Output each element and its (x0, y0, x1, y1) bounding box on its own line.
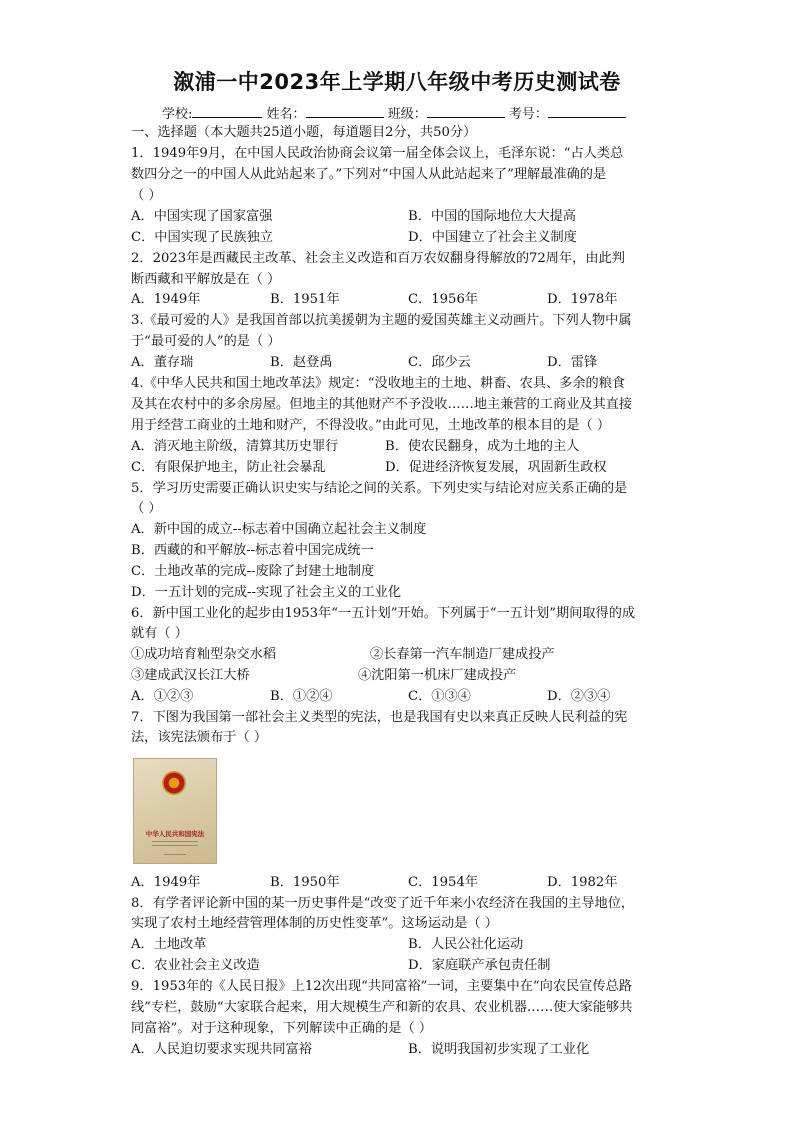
q2-option-c[interactable]: C．1956年 (408, 292, 479, 307)
question-9-stem-line: 同富裕”。对于这种现象，下列解读中正确的是（ ） (131, 1021, 433, 1036)
q1-option-c[interactable]: C．中国实现了民族独立 (131, 230, 273, 245)
question-8-stem-line: 8．有学者评论新中国的某一历史事件是“改变了近千年来小农经济在我国的主导地位， (131, 896, 635, 911)
q6-item-4: ④沈阳第一机床厂建成投产 (358, 668, 517, 683)
q8-option-a[interactable]: A．土地改革 (131, 937, 207, 952)
q2-option-d[interactable]: D．1978年 (547, 292, 618, 307)
name-label: 姓名： (266, 107, 306, 122)
q6-item-2: ②长春第一汽车制造厂建成投产 (370, 647, 555, 662)
q5-option-c[interactable]: C．土地改革的完成--废除了封建土地制度 (131, 564, 375, 579)
q5-option-b[interactable]: B．西藏的和平解放--标志着中国完成统一 (131, 543, 374, 558)
q5-option-d[interactable]: D．一五计划的完成--实现了社会主义的工业化 (131, 585, 402, 600)
q3-option-a[interactable]: A．董存瑞 (131, 355, 194, 370)
school-blank[interactable] (192, 104, 262, 118)
question-5-stem-line: 5．学习历史需要正确认识史实与结论之间的关系。下列史实与结论对应关系正确的是 (131, 481, 628, 496)
question-4-stem-line: 用于经营工商业的土地和财产，不得没收。”由此可见，土地改革的根本目的是（ ） (131, 418, 611, 433)
cover-text-line (152, 841, 198, 842)
constitution-cover-title: 中华人民共和国宪法 (145, 830, 205, 838)
cover-text-line (152, 845, 198, 846)
section-heading: 一、选择题（本大题共25道小题，每道题目2分，共50分） (131, 125, 477, 140)
q3-option-b[interactable]: B．赵登禹 (270, 355, 333, 370)
q4-option-a[interactable]: A．消灭地主阶级，清算其历史罪行 (131, 439, 339, 454)
question-4-stem-line: 及其在农村中的多余房屋。但地主的其他财产不予没收……地主兼营的工商业及其直接 (131, 397, 633, 412)
school-label: 学校: (162, 107, 193, 122)
q2-option-a[interactable]: A．1949年 (131, 292, 201, 307)
question-7-stem-line: 法，该宪法颁布于（ ） (131, 730, 268, 745)
q3-option-d[interactable]: D．雷锋 (547, 355, 598, 370)
q6-option-d[interactable]: D．②③④ (547, 689, 611, 704)
constitution-cover-image (133, 758, 217, 864)
question-1-stem-line: （ ） (131, 188, 162, 203)
q1-option-a[interactable]: A．中国实现了国家富强 (131, 209, 273, 224)
q6-option-c[interactable]: C．①③④ (408, 689, 471, 704)
question-6-stem-line: 就有（ ） (131, 626, 188, 641)
question-1-stem-line: 数四分之一的中国人从此站起来了。”下列对“中国人从此站起来了”理解最准确的是 (131, 167, 607, 182)
q7-option-d[interactable]: D．1982年 (547, 875, 618, 890)
question-3-stem-line: 3.《最可爱的人》是我国首部以抗美援朝为主题的爱国英雄主义动画片。下列人物中属 (131, 313, 632, 328)
class-blank[interactable] (427, 104, 505, 118)
question-9-stem-line: 9．1953年的《人民日报》上12次出现“共同富裕”一词，主要集中在“向农民宣传总路 (131, 979, 632, 994)
question-2-stem-line: 2．2023年是西藏民主改革、社会主义改造和百万农奴翻身得解放的72周年，由此判 (131, 251, 625, 266)
q9-option-a[interactable]: A．人民迫切要求实现共同富裕 (131, 1042, 312, 1057)
q5-option-a[interactable]: A．新中国的成立--标志着中国确立起社会主义制度 (131, 522, 427, 537)
q8-option-b[interactable]: B．人民公社化运动 (408, 937, 524, 952)
question-6-stem-line: 6．新中国工业化的起步由1953年“一五计划”开始。下列属于“一五计划”期间取得的成 (131, 606, 636, 621)
q2-option-b[interactable]: B．1951年 (270, 292, 340, 307)
q6-item-3: ③建成武汉长江大桥 (131, 668, 250, 683)
name-blank[interactable] (306, 104, 384, 118)
q8-option-d[interactable]: D．家庭联产承包责任制 (408, 958, 551, 973)
q1-option-d[interactable]: D．中国建立了社会主义制度 (408, 230, 577, 245)
q6-option-a[interactable]: A．①②③ (131, 689, 194, 704)
national-emblem-icon (162, 771, 186, 795)
q7-option-a[interactable]: A．1949年 (131, 875, 201, 890)
q4-option-d[interactable]: D．促进经济恢复发展，巩固新生政权 (385, 460, 607, 475)
q7-option-c[interactable]: C．1954年 (408, 875, 479, 890)
question-4-stem-line: 4.《中华人民共和国土地改革法》规定：“没收地主的土地、耕畜、农具、多余的粮食 (131, 376, 626, 391)
class-label: 班级： (387, 107, 427, 122)
question-2-stem-line: 断西藏和平解放是在（ ） (131, 272, 281, 287)
cover-text-line (164, 854, 186, 855)
q7-option-b[interactable]: B．1950年 (270, 875, 340, 890)
question-7-stem-line: 7．下图为我国第一部社会主义类型的宪法，也是我国有史以来真正反映人民利益的宪 (131, 710, 628, 725)
student-info-row (162, 103, 626, 122)
q9-option-b[interactable]: B．说明我国初步实现了工业化 (408, 1042, 590, 1057)
question-9-stem-line: 线”专栏，鼓励“大家联合起来，用大规模生产和新的农具、农业机器……使大家能够共 (131, 1000, 633, 1015)
question-1-stem-line: 1．1949年9月，在中国人民政治协商会议第一届全体会议上，毛泽东说：“占人类总 (131, 146, 624, 161)
q6-option-b[interactable]: B．①②④ (270, 689, 333, 704)
number-blank[interactable] (548, 104, 626, 118)
q6-item-1: ①成功培育籼型杂交水稻 (131, 647, 277, 662)
q3-option-c[interactable]: C．邱少云 (408, 355, 471, 370)
number-label: 考号： (508, 107, 548, 122)
q8-option-c[interactable]: C．农业社会主义改造 (131, 958, 260, 973)
question-3-stem-line: 于“最可爱的人”的是（ ） (131, 334, 281, 349)
q4-option-b[interactable]: B．使农民翻身，成为土地的主人 (385, 439, 580, 454)
q1-option-b[interactable]: B．中国的国际地位大大提高 (408, 209, 576, 224)
q4-option-c[interactable]: C．有限保护地主，防止社会暴乱 (131, 460, 326, 475)
question-5-stem-line: （ ） (131, 501, 162, 516)
question-8-stem-line: 实现了农村土地经营管理体制的历史性变革”。这场运动是（ ） (131, 916, 498, 931)
exam-title: 溆浦一中2023年上学期八年级中考历史测试卷 (173, 70, 621, 94)
